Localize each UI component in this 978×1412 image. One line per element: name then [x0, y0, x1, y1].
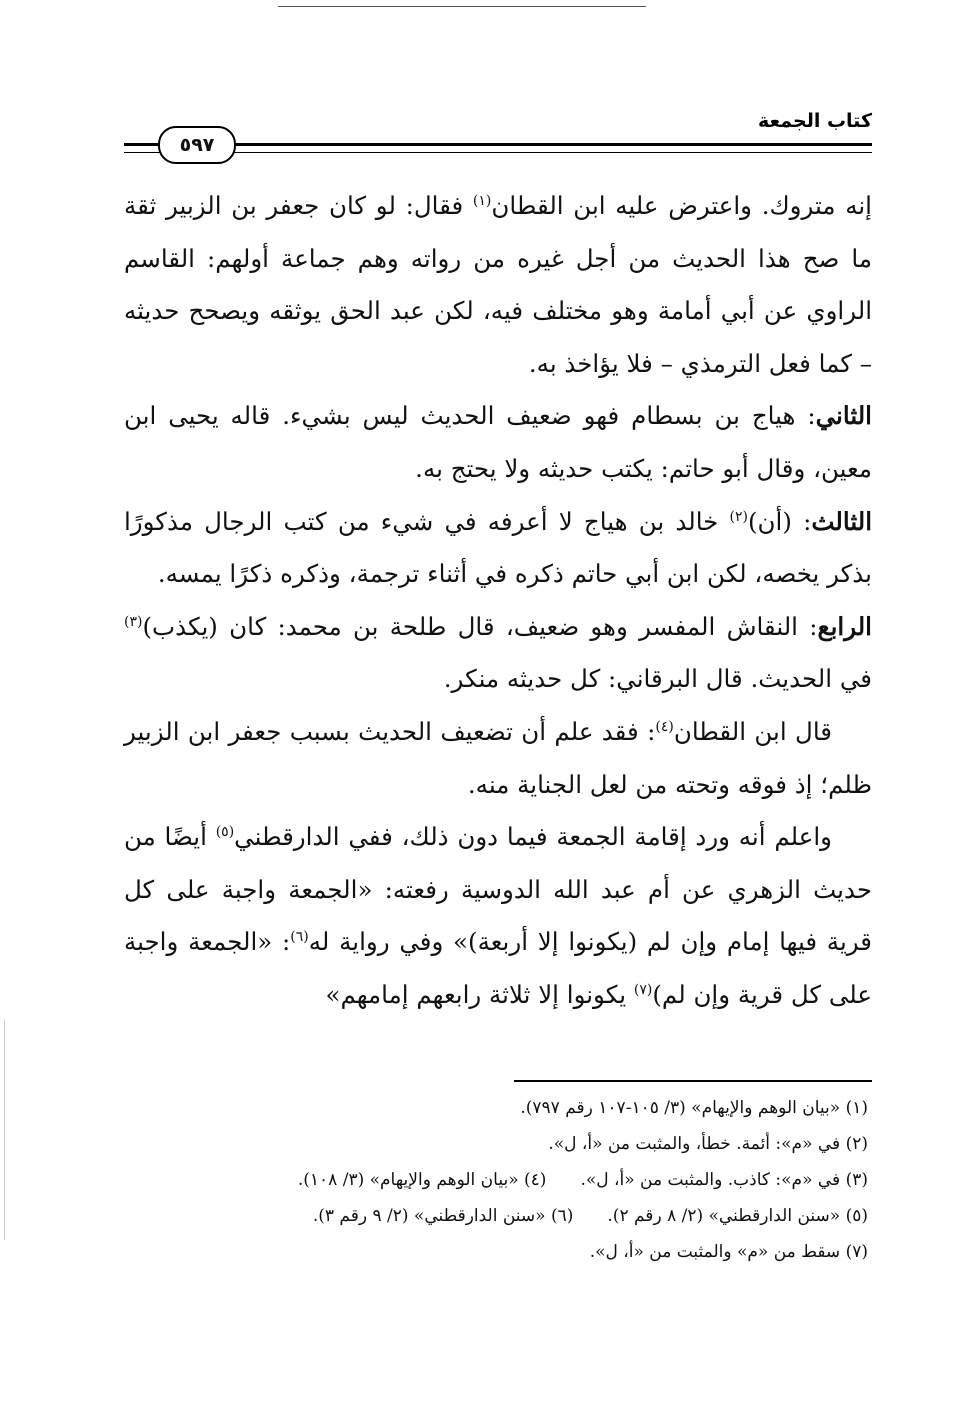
main-text: [124, 180, 872, 1022]
footnote-2: (٢) في «م»: أئمة. خطأ، والمثبت من «أ، ل».: [548, 1134, 868, 1154]
text-run: في الحديث. قال البرقاني: كل حديثه منكر.: [443, 664, 872, 694]
footnote-line-3: [124, 1162, 868, 1198]
text-run: واعلم أنه ورد إقامة الجمعة فيما دون ذلك، ففي الدارقطني: [234, 822, 832, 852]
top-border-line: [278, 6, 646, 7]
text-run: : هياج بن بسطام فهو ضعيف الحديث ليس بشيء. قاله يحيى ابن معين، وقال أبو حاتم: يكتب حديثه ولا يحتج به.: [124, 401, 872, 483]
text-run: : فقد علم أن تضعيف الحديث بسبب جعفر ابن الزبير ظلم؛ إذ فوقه وتحته من لعل الجناية منه.: [124, 716, 872, 799]
footnote-separator: [514, 1080, 872, 1082]
text-run: فقال: لو كان جعفر بن الزبير ثقة ما صح هذا الحديث من أجل غيره من رواته وهم جماعة أولهم: القاسم الراوي عن أبي أمامة وهو مختلف فيه، لكن عبد الحق يوثقه ويصحح حديثه – كما فعل الترمذي – فلا يؤاخذ به.: [124, 191, 872, 378]
footnote-line-1: [124, 1090, 868, 1126]
lead-word-second: الثاني: [815, 401, 872, 431]
footnote-ref-6: (٦): [290, 929, 309, 946]
footnote-ref-3: (٣): [124, 613, 143, 630]
footnotes: [124, 1090, 868, 1270]
paragraph-second: [124, 390, 872, 495]
footnote-4: (٤) «بيان الوهم والإيهام» (٣/ ١٠٨).: [297, 1170, 547, 1190]
header-rule: [232, 143, 872, 153]
paragraph-ibn-alqattan: [124, 706, 872, 811]
text-run: خالد بن هياج لا أعرفه في شيء من كتب الرجال مذكورًا بذكر يخصه، لكن ابن أبي حاتم ذكره في أثناء ترجمة، وذكره ذكرًا يمسه.: [124, 506, 872, 589]
text-run: : النقاش المفسر وهو ضعيف، قال طلحة بن محمد: كان (يكذب): [142, 611, 818, 641]
footnote-ref-2: (٢): [729, 508, 748, 525]
footnote-line-4: [124, 1198, 868, 1234]
text-run: قال ابن القطان: [673, 716, 832, 746]
footnote-3: (٣) في «م»: كاذب. والمثبت من «أ، ل».: [580, 1170, 868, 1190]
paragraph-fourth: [124, 601, 872, 706]
text-run: أيضًا من حديث الزهري عن أم عبد الله الدوسية رفعته: «الجمعة واجبة على كل قرية فيها إمام وإن لم (يكونوا إلا أربعة)» وفي رواية له: [124, 822, 872, 957]
text-run: إنه متروك. واعترض عليه ابن القطان: [491, 191, 872, 220]
page-header: [124, 108, 872, 158]
lead-word-third: الثالث: [811, 506, 872, 536]
header-rule-left: [124, 143, 160, 153]
text-run: : «الجمعة واجبة على كل قرية وإن لم): [124, 927, 872, 1009]
footnote-line-5: [124, 1234, 868, 1270]
footnote-7: (٧) سقط من «م» والمثبت من «أ، ل».: [589, 1242, 868, 1262]
scan-margin-mark: [4, 1020, 5, 1240]
text-run: : (أن): [747, 506, 812, 536]
footnote-ref-4: (٤): [655, 718, 674, 735]
paragraph-1: [124, 180, 872, 390]
page-number: ٥٩٧: [158, 126, 236, 164]
footnote-1: (١) «بيان الوهم والإيهام» (٣/ ١٠٥-١٠٧ رقم ٧٩٧).: [520, 1098, 868, 1118]
footnote-5: (٥) «سنن الدارقطني» (٢/ ٨ رقم ٢).: [607, 1206, 868, 1226]
paragraph-third: [124, 496, 872, 601]
text-run: يكونوا إلا ثلاثة رابعهم إمامهم»: [325, 979, 634, 1009]
paragraph-daraqutni: [124, 811, 872, 1021]
footnote-ref-1: (١): [472, 192, 492, 209]
footnote-ref-7: (٧): [633, 981, 653, 998]
footnote-ref-5: (٥): [215, 823, 235, 840]
lead-word-fourth: الرابع: [817, 611, 872, 641]
footnote-line-2: [124, 1126, 868, 1162]
footnote-6: (٦) «سنن الدارقطني» (٢/ ٩ رقم ٣).: [312, 1206, 574, 1226]
chapter-title: كتاب الجمعة: [758, 110, 872, 132]
